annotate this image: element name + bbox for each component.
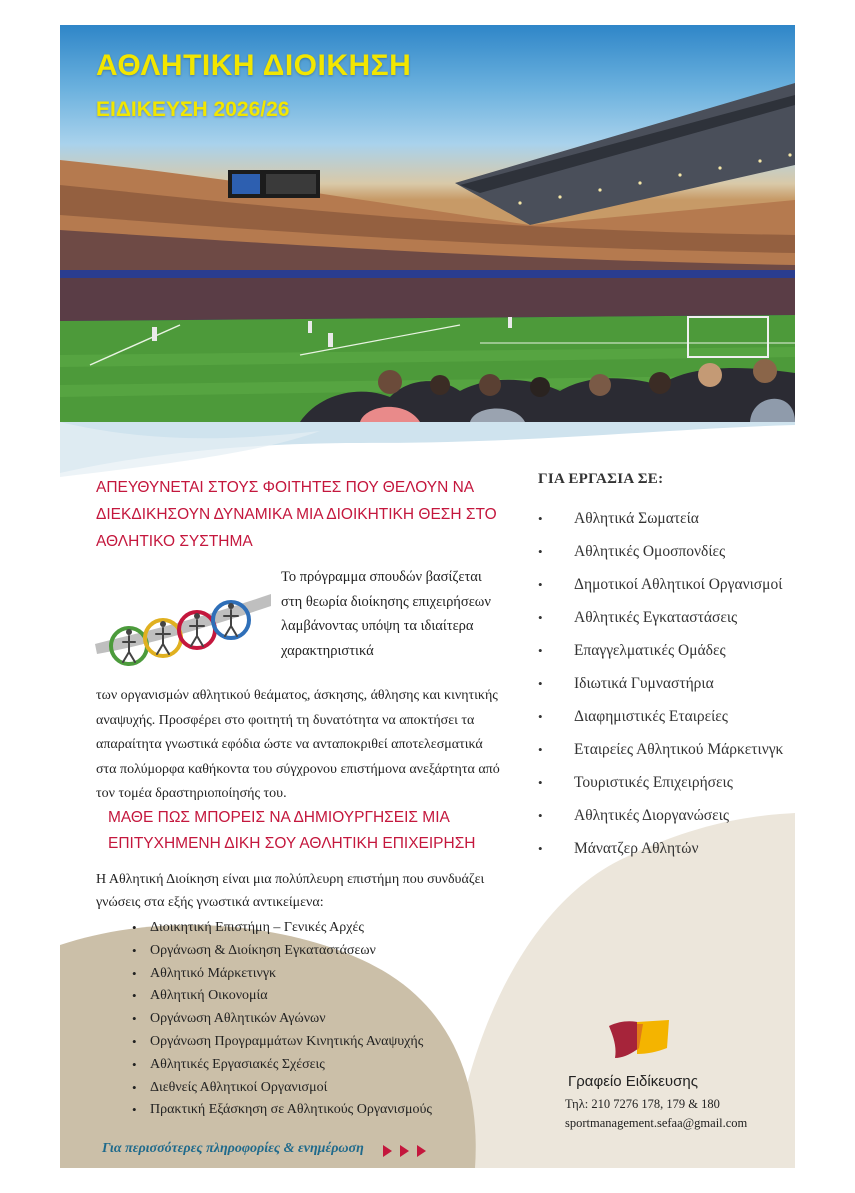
office-name: Γραφείο Ειδίκευσης bbox=[568, 1073, 698, 1090]
work-item: • Ιδιωτικά Γυμναστήρια bbox=[538, 667, 783, 700]
subject-item: • Αθλητική Οικονομία bbox=[132, 985, 432, 1008]
work-item: • Αθλητικά Σωματεία bbox=[538, 502, 783, 535]
intro-text-part1: Το πρόγραμμα σπουδών βασίζεται στη θεωρία διοίκησης επιχειρήσεων λαμβάνοντας υπόψη τα ιδιαίτερα χαρακτηριστικά bbox=[281, 569, 491, 659]
work-item: • Διαφημιστικές Εταιρείες bbox=[538, 700, 783, 733]
work-item: • Μάνατζερ Αθλητών bbox=[538, 832, 783, 865]
intro-text-part2: των οργανισμών αθλητικού θεάματος, άσκησης, άθλησης και κινητικής αναψυχής. Προσφέρει στο φοιτητή τη δυνατότητα να αποκτήσει τα απαραίτητα γνωστικά εφόδια ώστε να ανταποκριθεί αποτελεσματικά στα πολύμορφα καθήκοντα του σύγχρονου επιστήμονα ανεξάρτητα από τον τομέα δραστηριοποίησής του. bbox=[96, 688, 500, 801]
work-item: • Αθλητικές Εγκαταστάσεις bbox=[538, 601, 783, 634]
triple-arrow-icon bbox=[383, 1144, 433, 1158]
work-item: • Αθλητικές Διοργανώσεις bbox=[538, 799, 783, 832]
subject-item: • Πρακτική Εξάσκηση σε Αθλητικούς Οργανισμούς bbox=[132, 1099, 432, 1122]
work-item: • Επαγγελματικές Ομάδες bbox=[538, 634, 783, 667]
page-subtitle: ΕΙΔΙΚΕΥΣΗ 2026/26 bbox=[96, 98, 290, 121]
office-phone: Τηλ: 210 7276 178, 179 & 180 bbox=[565, 1097, 720, 1111]
work-item: • Δημοτικοί Αθλητικοί Οργανισμοί bbox=[538, 568, 783, 601]
subjects-list bbox=[132, 917, 432, 1122]
more-info-link[interactable]: Για περισσότερες πληροφορίες & ενημέρωση bbox=[102, 1141, 364, 1156]
subject-item: • Αθλητικές Εργασιακές Σχέσεις bbox=[132, 1054, 432, 1077]
target-audience-heading: ΑΠΕΥΘΥΝΕΤΑΙ ΣΤΟΥΣ ΦΟΙΤΗΤΕΣ ΠΟΥ ΘΕΛΟΥΝ ΝΑ ΔΙΕΚΔΙΚΗΣΟΥΝ ΔΥΝΑΜΙΚΑ ΜΙΑ ΔΙΟΙΚΗΤΙΚΗ ΘΕΣΗ ΣΤΟ ΑΘΛΗΤΙΚΟ ΣΥΣΤΗΜΑ bbox=[96, 479, 497, 550]
subject-item: • Διεθνείς Αθλητικοί Οργανισμοί bbox=[132, 1077, 432, 1100]
subject-item: • Οργάνωση & Διοίκηση Εγκαταστάσεων bbox=[132, 940, 432, 963]
work-list bbox=[538, 502, 783, 865]
subject-item: • Οργάνωση Προγραμμάτων Κινητικής Αναψυχής bbox=[132, 1031, 432, 1054]
office-logo-icon bbox=[607, 1018, 677, 1062]
page-title: ΑΘΛΗΤΙΚΗ ΔΙΟΙΚΗΣΗ bbox=[96, 49, 412, 82]
subjects-description: Η Αθλητική Διοίκηση είναι μια πολύπλευρη επιστήμη που συνδυάζει γνώσεις στα εξής γνωστικά αντικείμενα: bbox=[96, 872, 485, 910]
work-item: • Τουριστικές Επιχειρήσεις bbox=[538, 766, 783, 799]
stadium-photo bbox=[60, 25, 795, 422]
flyer-page bbox=[60, 25, 795, 1168]
hero-banner bbox=[60, 25, 795, 422]
work-item: • Εταιρείες Αθλητικού Μάρκετινγκ bbox=[538, 733, 783, 766]
subject-item: • Διοικητική Επιστήμη – Γενικές Αρχές bbox=[132, 917, 432, 940]
work-item: • Αθλητικές Ομοσπονδίες bbox=[538, 535, 783, 568]
sport-figures-illustration bbox=[93, 584, 273, 676]
subject-item: • Οργάνωση Αθλητικών Αγώνων bbox=[132, 1008, 432, 1031]
work-heading: ΓΙΑ ΕΡΓΑΣΙΑ ΣΕ: bbox=[538, 471, 664, 487]
subject-item: • Αθλητικό Μάρκετινγκ bbox=[132, 963, 432, 986]
office-email[interactable]: sportmanagement.sefaa@gmail.com bbox=[565, 1116, 748, 1130]
learn-heading: ΜΑΘΕ ΠΩΣ ΜΠΟΡΕΙΣ ΝΑ ΔΗΜΙΟΥΡΓΗΣΕΙΣ ΜΙΑ ΕΠΙΤΥΧΗΜΕΝΗ ΔΙΚΗ ΣΟΥ ΑΘΛΗΤΙΚΗ ΕΠΙΧΕΙΡΗΣΗ bbox=[108, 809, 476, 852]
